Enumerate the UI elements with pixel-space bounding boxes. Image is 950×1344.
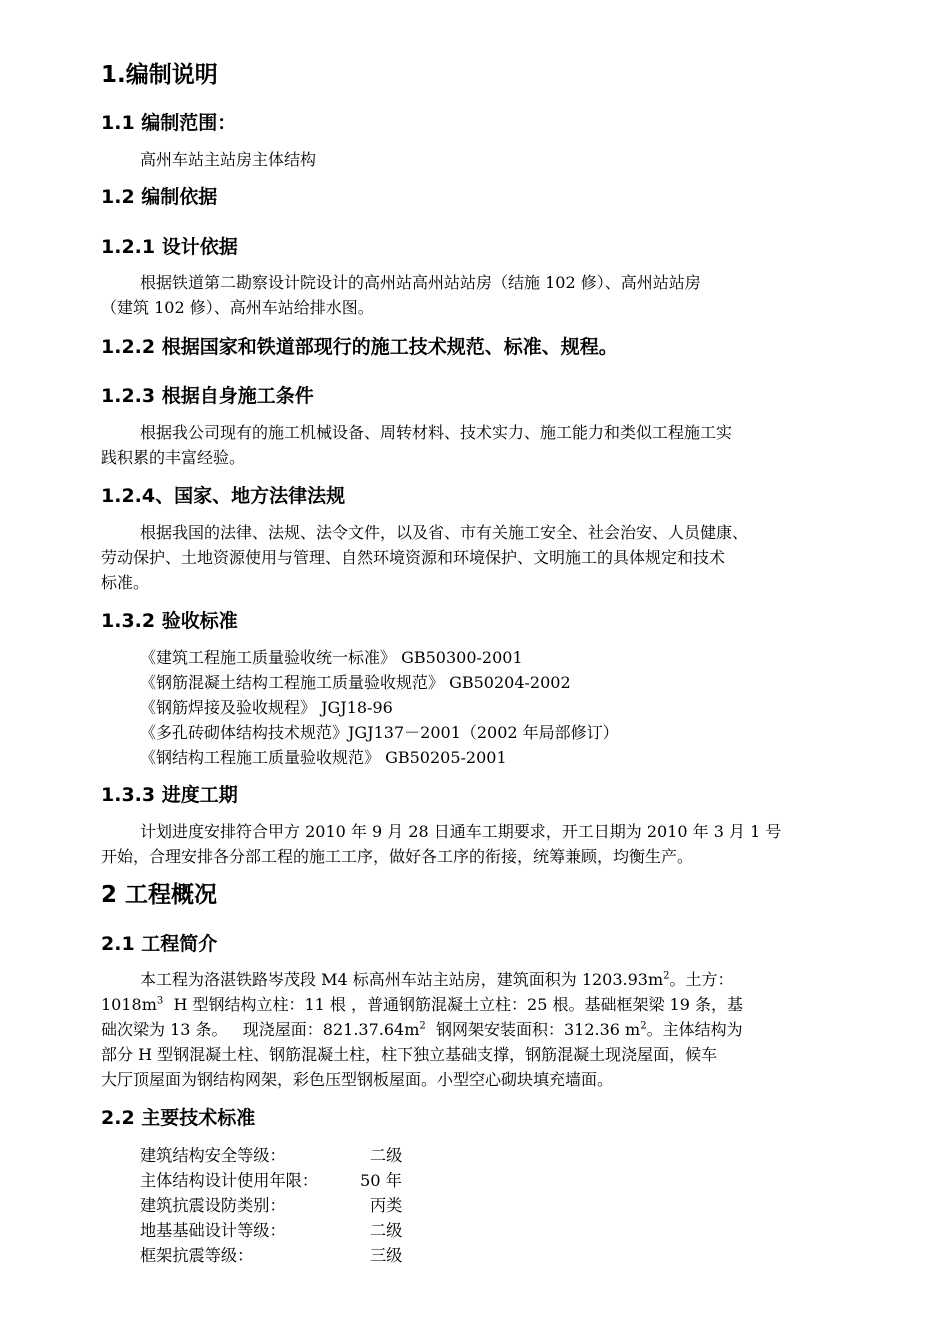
standard-item: 《多孔砖砌体结构技术规范》JGJ137－2001（2002 年局部修订） xyxy=(140,723,619,742)
tech-standard-label: 建筑抗震设防类别： xyxy=(140,1196,286,1215)
tech-standard-row xyxy=(140,1242,402,1266)
section-1-2-2-title: 1.2.2 根据国家和铁道部现行的施工技术规范、标准、规程。 xyxy=(101,336,618,358)
text-run: H 型钢结构立柱：11 根 ，普通钢筋混凝土立柱：25 根。基础框架梁 19 条，基 xyxy=(163,995,743,1014)
standard-item: 《钢结构工程施工质量验收规范》 GB50205-2001 xyxy=(140,748,507,767)
section-1-2-4-line: 劳动保护、土地资源使用与管理、自然环境资源和环境保护、文明施工的具体规定和技术 xyxy=(101,548,726,567)
section-1-2-title: 1.2 编制依据 xyxy=(101,186,218,208)
section-1-2-4-line: 根据我国的法律、法规、法令文件，以及省、市有关施工安全、社会治安、人员健康、 xyxy=(140,523,749,542)
section-2-1-line xyxy=(140,967,734,990)
section-1-2-3-title: 1.2.3 根据自身施工条件 xyxy=(101,385,314,407)
section-1-2-3-line: 践积累的丰富经验。 xyxy=(101,448,246,467)
section-1-3-3-line: 计划进度安排符合甲方 2010 年 9 月 28 日通车工期要求，开工日期为 2010 年 3 月 1 号 xyxy=(140,822,782,841)
section-2-1-line: 大厅顶屋面为钢结构网架，彩色压型钢板屋面。小型空心砌块填充墙面。 xyxy=(101,1070,614,1089)
tech-standard-label: 地基基础设计等级： xyxy=(140,1221,286,1240)
tech-standard-value: 丙类 xyxy=(370,1196,403,1215)
section-1-3-2-title: 1.3.2 验收标准 xyxy=(101,610,238,632)
text-run: 1018m xyxy=(101,995,157,1014)
section-1-2-1-line: 根据铁道第二勘察设计院设计的高州站高州站站房（结施 102 修）、高州站站房 xyxy=(140,273,701,292)
tech-standard-row xyxy=(140,1217,402,1241)
section-2-1-line: 部分 H 型钢混凝土柱、钢筋混凝土柱，柱下独立基础支撑，钢筋混凝土现浇屋面，候车 xyxy=(101,1045,718,1064)
superscript: 2 xyxy=(419,1020,426,1032)
section-1-title: 1.编制说明 xyxy=(101,62,218,88)
text-run: 。主体结构为 xyxy=(646,1020,743,1039)
section-2-title: 2 工程概况 xyxy=(101,882,218,908)
superscript: 2 xyxy=(663,970,670,982)
superscript: 2 xyxy=(640,1020,647,1032)
tech-standard-value: 三级 xyxy=(370,1246,403,1265)
standard-item: 《钢筋混凝土结构工程施工质量验收规范》 GB50204-2002 xyxy=(140,673,571,692)
tech-standard-row xyxy=(140,1142,402,1166)
tech-standard-row xyxy=(140,1192,402,1216)
tech-standard-value: 50 年 xyxy=(360,1171,402,1190)
section-2-1-title: 2.1 工程简介 xyxy=(101,933,218,955)
tech-standard-value: 二级 xyxy=(370,1221,403,1240)
text-run: 础次梁为 13 条。 现浇屋面：821.37.64m xyxy=(101,1020,420,1039)
section-1-2-1-title: 1.2.1 设计依据 xyxy=(101,236,238,258)
section-1-2-4-title: 1.2.4、国家、地方法律法规 xyxy=(101,485,346,507)
tech-standard-row xyxy=(140,1167,402,1191)
tech-standard-label: 主体结构设计使用年限： xyxy=(140,1171,319,1190)
section-1-1-title: 1.1 编制范围： xyxy=(101,112,237,134)
superscript: 3 xyxy=(156,995,164,1007)
section-1-3-3-title: 1.3.3 进度工期 xyxy=(101,784,238,806)
section-2-1-line xyxy=(101,992,743,1015)
tech-standard-value: 二级 xyxy=(370,1146,403,1165)
text-run: 本工程为洛湛铁路岑茂段 M4 标高州车站主站房，建筑面积为 1203.93m xyxy=(140,970,664,989)
section-2-1-line xyxy=(101,1017,743,1040)
standard-item: 《钢筋焊接及验收规程》 JGJ18-96 xyxy=(140,698,393,717)
tech-standard-label: 建筑结构安全等级： xyxy=(140,1146,286,1165)
standard-item: 《建筑工程施工质量验收统一标准》 GB50300-2001 xyxy=(140,648,523,667)
tech-standard-label: 框架抗震等级： xyxy=(140,1246,254,1265)
section-1-2-4-line: 标准。 xyxy=(101,573,150,592)
section-1-1-text: 高州车站主站房主体结构 xyxy=(140,150,317,169)
section-1-3-3-line: 开始，合理安排各分部工程的施工工序，做好各工序的衔接，统筹兼顾，均衡生产。 xyxy=(101,847,694,866)
section-2-2-title: 2.2 主要技术标准 xyxy=(101,1107,256,1129)
text-run: 。土方： xyxy=(669,970,734,989)
section-1-2-1-line: （建筑 102 修）、高州车站给排水图。 xyxy=(101,298,374,317)
section-1-2-3-line: 根据我公司现有的施工机械设备、周转材料、技术实力、施工能力和类似工程施工实 xyxy=(140,423,733,442)
text-run: 钢网架安装面积：312.36 m xyxy=(425,1020,641,1039)
